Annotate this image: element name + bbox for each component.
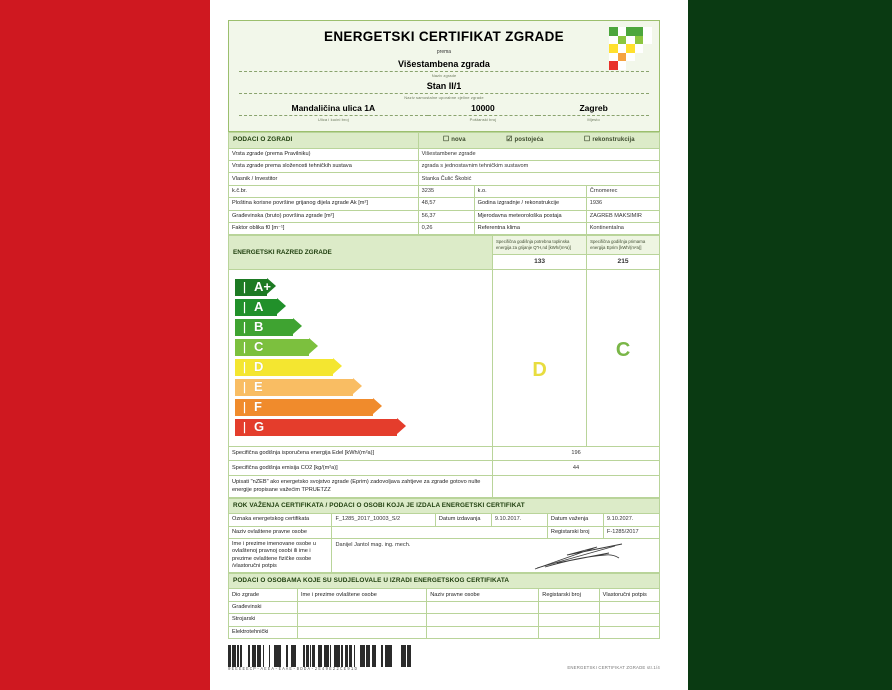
table-row <box>229 161 660 173</box>
energy-certificate-logo-icon <box>609 27 651 65</box>
table-row <box>229 185 660 197</box>
energy-scale-cell <box>229 270 493 447</box>
footer-note: ENERGETSKI CERTIFIKAT ZGRADE str.1/4 <box>567 665 660 670</box>
row-part: Strojarski <box>229 614 298 626</box>
grade-col1-cell <box>493 270 587 447</box>
energy-rating-bar-E <box>235 378 492 397</box>
rating-label: D <box>254 359 264 375</box>
status-checkbox-1[interactable] <box>443 136 466 145</box>
prema-label: prema <box>436 49 452 55</box>
city-block <box>538 103 649 125</box>
logo-tile <box>618 27 627 36</box>
row-label: Vlasnik / Investitor <box>229 173 419 185</box>
postcode-caption: Poštanski broj <box>469 117 497 122</box>
building-name: Višestambena zgrada <box>398 59 490 69</box>
column-header: Naziv pravne osobe <box>427 589 539 601</box>
entity-label: Naziv ovlaštene pravne osobe <box>229 526 332 538</box>
row-label: Vrsta zgrade prema složenosti tehničkih sustava <box>229 161 419 173</box>
divider <box>239 93 649 94</box>
row-part: Građevinski <box>229 601 298 613</box>
city-value: Zagreb <box>579 103 608 113</box>
table-row <box>229 148 660 160</box>
grade-col1-value: D <box>532 359 547 382</box>
row-person <box>297 614 426 626</box>
house-icon <box>237 379 252 394</box>
logo-tile <box>643 36 652 45</box>
table-row <box>229 539 660 573</box>
certificate-header <box>228 20 660 132</box>
reg-label: Registarski broj <box>547 526 603 538</box>
row-reg <box>539 614 599 626</box>
row-value: 196 <box>493 447 660 461</box>
rating-label: G <box>254 419 265 435</box>
page-title: ENERGETSKI CERTIFIKAT ZGRADE <box>324 29 564 44</box>
row-label: Ploština korisne površine grijanog dijela zgrade Ak [m²] <box>229 198 419 210</box>
person-label: Ime i prezime imenovane osobe u ovlaštenoj pravnoj osobi ili ime i prezime ovlaštene fizičke osobe /vlastoručni potpis <box>229 539 332 573</box>
energy-class-title: ENERGETSKI RAZRED ZGRADE <box>229 236 493 270</box>
energy-rating-bar-A <box>235 298 492 317</box>
logo-tile <box>609 61 618 70</box>
rating-bar-arrowhead <box>353 378 362 394</box>
energy-rating-bar-Aplus <box>235 278 492 297</box>
validity-section-header <box>229 499 660 514</box>
house-icon <box>237 279 252 294</box>
row-value: Stanka Čulić Škobić <box>418 173 659 185</box>
street-block <box>239 103 428 125</box>
logo-tile <box>635 27 644 36</box>
status-checkbox-3[interactable] <box>584 136 635 145</box>
row-value: 3235 <box>418 185 474 197</box>
table-row <box>229 475 660 497</box>
rating-bar <box>235 379 353 396</box>
status-checkbox-label: rekonstrukcija <box>592 137 635 143</box>
checked-box-icon: ☑ <box>506 136 513 143</box>
logo-tile <box>609 44 618 53</box>
house-icon <box>237 299 252 314</box>
energy-col1-header: Specifična godišnja potrebna toplinska energija za grijanje Q"H,nd [kWh/(m²a)] <box>493 236 587 255</box>
energy-col2-value: 215 <box>587 254 660 269</box>
row-value <box>493 475 660 497</box>
entity-value <box>332 526 547 538</box>
handwritten-signature <box>527 541 637 571</box>
street-caption: Ulica i kućni broj <box>317 117 349 122</box>
participants-table <box>228 573 660 638</box>
house-icon <box>237 419 252 434</box>
row-label-2: k.o. <box>474 185 586 197</box>
rating-label: A <box>254 299 264 315</box>
row-label: Građevinska (bruto) površina zgrade [m²] <box>229 210 419 222</box>
logo-tile <box>618 53 627 62</box>
logo-tile <box>618 44 627 53</box>
table-row <box>229 614 660 626</box>
energy-rating-bar-D <box>235 358 492 377</box>
participants-title: PODACI O OSOBAMA KOJE SU SUDJELOVALE U IZRADI ENERGETSKOG CERTIFIKATA <box>229 574 660 589</box>
column-header: Ime i prezime ovlaštene osobe <box>297 589 426 601</box>
postcode-block <box>428 103 539 125</box>
barcode-bar <box>408 645 410 667</box>
table-row <box>229 526 660 538</box>
energy-rating-bar-F <box>235 398 492 417</box>
row-label: Upisati "nZEB" ako energetsko svojstvo zgrade (Eprim) zadovoljava zahtjeve za zgrade gotovo nulte energije propisane važećim TPRUETZZ <box>229 475 493 497</box>
validity-table <box>228 498 660 573</box>
energy-rating-scale <box>229 270 492 446</box>
participants-column-header-row <box>229 589 660 601</box>
unit-name: Stan II/1 <box>426 81 462 91</box>
row-value: 56,37 <box>418 210 474 222</box>
issue-label: Datum izdavanja <box>435 514 491 526</box>
row-part: Elektrotehnički <box>229 626 298 638</box>
energy-rating-bar-B <box>235 318 492 337</box>
grade-col2-value: C <box>615 339 631 362</box>
house-icon <box>237 399 252 414</box>
person-value: Danijel Jantol mag. ing. mech. <box>335 542 411 549</box>
energy-col1-value: 133 <box>493 254 587 269</box>
signature-cell <box>332 539 660 573</box>
logo-tile <box>626 27 635 36</box>
table-row <box>229 198 660 210</box>
divider <box>428 115 539 116</box>
mark-value: F_1285_2017_10003_S/2 <box>332 514 435 526</box>
logo-tile <box>643 27 652 36</box>
rating-bar-arrowhead <box>397 418 406 434</box>
rating-bar-arrowhead <box>333 358 342 374</box>
status-checkbox-cell <box>418 133 659 149</box>
rating-label: F <box>254 399 262 415</box>
building-data-table <box>228 132 660 235</box>
row-person <box>297 626 426 638</box>
logo-tile <box>609 36 618 45</box>
column-header: Dio zgrade <box>229 589 298 601</box>
validity-title: ROK VAŽENJA CERTIFIKATA / PODACI O OSOBI KOJA JE IZDALA ENERGETSKI CERTIFIKAT <box>229 499 660 514</box>
column-header: Registarski broj <box>539 589 599 601</box>
row-signature <box>599 614 659 626</box>
house-icon <box>237 339 252 354</box>
row-entity <box>427 614 539 626</box>
logo-tile <box>626 36 635 45</box>
divider <box>239 115 428 116</box>
row-value: 0,26 <box>418 222 474 234</box>
energy-rating-bar-C <box>235 338 492 357</box>
row-value: Višestambene zgrade <box>418 148 659 160</box>
unchecked-box-icon: ☐ <box>583 136 591 143</box>
row-signature <box>599 626 659 638</box>
logo-tile <box>609 27 618 36</box>
logo-tile <box>626 44 635 53</box>
energy-scale-row <box>229 270 660 447</box>
barcode-block <box>228 645 410 672</box>
row-entity <box>427 626 539 638</box>
building-data-title: PODACI O ZGRADI <box>229 133 419 149</box>
logo-tile <box>618 36 627 45</box>
row-label: Vrsta zgrade (prema Pravilniku) <box>229 148 419 160</box>
building-data-section-header <box>229 133 660 149</box>
row-label: k.č.br. <box>229 185 419 197</box>
row-label: Specifična godišnja isporučena energija Edel [kWh/(m²a)] <box>229 447 493 461</box>
divider <box>239 71 649 72</box>
row-signature <box>599 601 659 613</box>
row-label-2: Mjerodavna meteorološka postaja <box>474 210 586 222</box>
grade-col2-cell <box>587 270 660 447</box>
row-label-2: Godina izgradnje / rekonstrukcije <box>474 198 586 210</box>
table-row <box>229 626 660 638</box>
row-person <box>297 601 426 613</box>
background-right-panel <box>688 0 892 690</box>
building-name-caption: Naziv zgrade <box>431 73 457 78</box>
mark-label: Oznaka energetskog certifikata <box>229 514 332 526</box>
row-value: zgrada s jednostavnim tehničkim sustavom <box>418 161 659 173</box>
rating-bar-arrowhead <box>373 398 382 414</box>
logo-tile <box>626 53 635 62</box>
row-value-2: Črnomerec <box>586 185 659 197</box>
unchecked-box-icon: ☐ <box>442 136 450 143</box>
city-caption: Mjesto <box>587 117 600 122</box>
row-value-2: 1936 <box>586 198 659 210</box>
certificate-content <box>228 20 660 639</box>
logo-tile <box>635 36 644 45</box>
house-icon <box>237 359 252 374</box>
energy-class-table <box>228 235 660 498</box>
row-label-2: Referentna klima <box>474 222 586 234</box>
row-value: 44 <box>493 461 660 475</box>
house-icon <box>237 319 252 334</box>
issue-value: 9.10.2017. <box>491 514 547 526</box>
valid-label: Datum važenja <box>547 514 603 526</box>
barcode-text: 0EEEEECP-AEEA-EAAE-BDDA-2E49E22CE91D <box>228 668 359 672</box>
logo-tile <box>635 44 644 53</box>
logo-tile <box>609 53 618 62</box>
divider <box>538 115 649 116</box>
table-row <box>229 601 660 613</box>
rating-label: A+ <box>254 279 271 295</box>
status-checkbox-label: nova <box>451 137 466 143</box>
table-row <box>229 447 660 461</box>
table-row <box>229 514 660 526</box>
table-row <box>229 173 660 185</box>
row-reg <box>539 601 599 613</box>
barcode-image <box>228 645 410 667</box>
certificate-page <box>210 0 688 690</box>
energy-rating-bar-G <box>235 418 492 437</box>
row-reg <box>539 626 599 638</box>
reg-value: F-1285/2017 <box>603 526 659 538</box>
energy-col2-header: Specifična godišnja primarna energija Eprim [kWh/(m²a)] <box>587 236 660 255</box>
table-row <box>229 222 660 234</box>
postcode-value: 10000 <box>471 103 495 113</box>
unit-name-caption: Naziv samostalne uporabne cjeline zgrade <box>404 95 484 100</box>
row-value: 48,57 <box>418 198 474 210</box>
table-row <box>229 461 660 475</box>
status-checkbox-2[interactable] <box>506 136 543 145</box>
row-label: Specifična godišnja emisija CO2 [kg/(m²a)] <box>229 461 493 475</box>
address-row <box>239 103 649 125</box>
rating-label: B <box>254 319 264 335</box>
table-row <box>229 210 660 222</box>
row-value-2: ZAGREB MAKSIMIR <box>586 210 659 222</box>
logo-tile <box>618 61 627 70</box>
rating-bar-arrowhead <box>293 318 302 334</box>
participants-section-header <box>229 574 660 589</box>
rating-bar-arrowhead <box>309 338 318 354</box>
rating-label: E <box>254 379 263 395</box>
column-header: Vlastoručni potpis <box>599 589 659 601</box>
rating-bar-arrowhead <box>277 298 286 314</box>
row-entity <box>427 601 539 613</box>
rating-label: C <box>254 339 264 355</box>
energy-class-header-row <box>229 236 660 255</box>
status-checkbox-label: postojeća <box>514 137 544 143</box>
row-value-2: Kontinentalna <box>586 222 659 234</box>
street-value: Mandaličina ulica 1A <box>291 103 376 113</box>
valid-value: 9.10.2027. <box>603 514 659 526</box>
row-label: Faktor oblika f0 [m⁻¹] <box>229 222 419 234</box>
page-footer <box>228 645 660 672</box>
